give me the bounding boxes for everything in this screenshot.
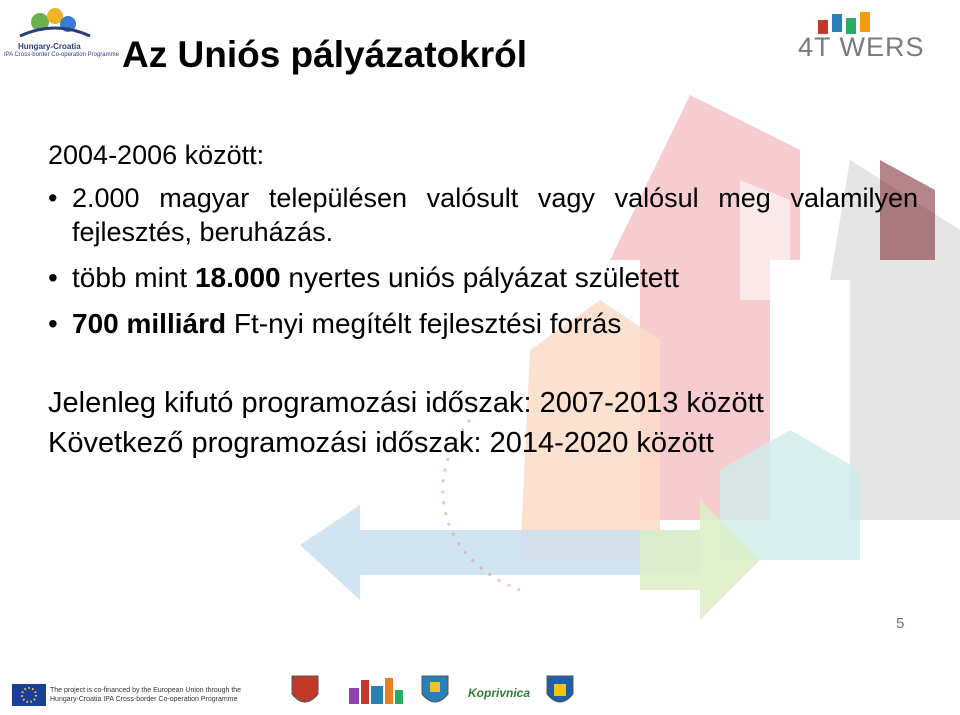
bullet-item [48,181,918,249]
town-crest-icon [290,674,320,710]
towers-logo-text: 4T WERS [798,32,925,62]
bullet-text-pre: több mint [72,262,195,293]
program-subtitle: IPA Cross-border Co-operation Programme [4,52,119,58]
bullet-dot: • [48,308,58,339]
bullet-text: 2.000 magyar településen valósult vagy valósul meg valamilyen fejlesztés, beruházás. [72,183,918,247]
eu-stars-icon [12,684,46,706]
county-crest-icon [545,674,575,710]
slide-body [48,140,918,463]
bullet-item [48,261,918,295]
next-period-line: Következő programozási időszak: 2014-2020 között [48,427,714,459]
bullet-text-bold: 700 milliárd [72,308,227,339]
town-skyline-icon [345,674,405,710]
eu-funding-text [50,686,241,704]
bullet-dot: • [48,262,58,293]
bullet-item [48,307,918,341]
bullet-dot: • [48,183,58,213]
current-period-line: Jelenleg kifutó programozási időszak: 2007-2013 között [48,387,764,419]
eu-funding-line-1: The project is co-financed by the European Union through the [50,687,242,694]
page-number: 5 [896,615,905,632]
bullet-text-post: nyertes uniós pályázat született [280,262,680,293]
program-logo-icon [10,2,100,44]
bullet-list [48,181,918,341]
four-towers-logo [798,10,938,60]
eu-funding-line-2: Hungary-Croatia IPA Cross-border Co-operation Programme [50,696,238,703]
period-subheading: 2004-2006 között: [48,140,265,170]
bullet-text-post: Ft-nyi megítélt fejlesztési forrás [226,308,622,339]
eu-flag-icon [12,684,46,706]
hungary-croatia-logo [0,0,119,66]
city-crest-icon [420,674,450,710]
bullet-text-bold: 18.000 [194,262,281,293]
program-name: Hungary-Croatia [18,42,81,51]
page-title: Az Uniós pályázatokról [122,34,528,75]
koprivnica-logo-text: Koprivnica [468,686,531,700]
